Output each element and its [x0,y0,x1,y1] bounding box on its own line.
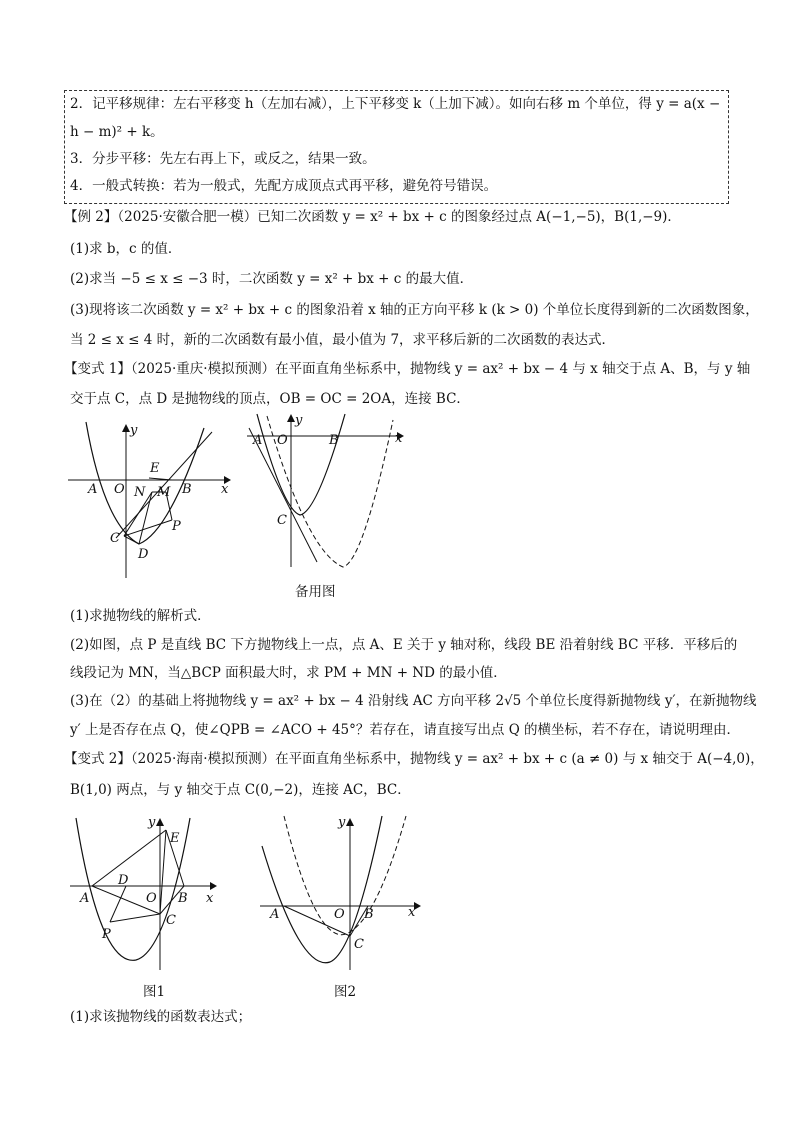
variant-1-heading: 【变式 1】（2025·重庆·模拟预测）在平面直角坐标系中，抛物线 y = ax² + bx − 4 与 x 轴交于点 A、B，与 y 轴 [64,361,751,377]
variant-1-q2-line1: (2)如图，点 P 是直线 BC 下方抛物线上一点，点 A、E 关于 y 轴对称，线段 BE 沿着射线 BC 平移．平移后的 [70,637,738,653]
variant-2-figure-2 [256,812,426,972]
variant-2-heading: 【变式 2】（2025·海南·模拟预测）在平面直角坐标系中，抛物线 y = ax² + bx + c (a ≠ 0) 与 x 轴交于 A(−4,0)， [64,751,764,767]
point-B-label: B [182,482,192,497]
point-E-label: E [170,831,180,846]
y-axis-label: y [130,423,138,438]
variant-1-heading-line2: 交于点 C，点 D 是抛物线的顶点，OB = OC = 2OA，连接 BC． [70,391,470,407]
origin-label: O [277,433,288,448]
point-A-label: A [270,907,280,922]
point-A-label: A [253,433,263,448]
y-axis-label: y [295,413,303,428]
x-axis-label: x [206,891,214,906]
tip-4: 4．一般式转换：若为一般式，先配方成顶点式再平移，避免符号错误。 [70,178,498,194]
figure-1-caption: 图1 [143,984,166,1000]
point-B-label: B [364,907,374,922]
origin-label: O [334,907,345,922]
y-axis-label: y [338,815,346,830]
tip-3: 3．分步平移：先左右再上下，或反之，结果一致。 [70,151,376,167]
x-axis-label: x [395,431,403,446]
variant-2-heading-line2: B(1,0) 两点，与 y 轴交于点 C(0,−2)，连接 AC，BC． [70,782,411,798]
point-C-label: C [166,913,176,928]
origin-label: O [146,891,157,906]
point-C-label: C [110,531,120,546]
point-N-label: N [134,485,146,500]
variant-1-q2-line2: 线段记为 MN，当△BCP 面积最大时，求 PM + MN + ND 的最小值． [70,665,507,681]
variant-1-q3-line1: (3)在（2）的基础上将抛物线 y = ax² + bx − 4 沿射线 AC 方向平移 2√5 个单位长度得新抛物线 y′，在新抛物线 [70,693,757,709]
figure-caption-spare: 备用图 [295,584,336,600]
example-2-q3-line2: 当 2 ≤ x ≤ 4 时，新的二次函数有最小值，最小值为 7，求平移后新的二次函数的表达式． [70,332,616,348]
example-2-heading: 【例 2】（2025·安徽合肥一模）已知二次函数 y = x² + bx + c 的图象经过点 A(−1,−5)，B(1,−9)． [64,209,681,225]
figure-2-caption: 图2 [334,984,357,1000]
variant-1-q1: (1)求抛物线的解析式． [70,608,211,624]
example-2-q3-line1: (3)现将该二次函数 y = x² + bx + c 的图象沿着 x 轴的正方向平移 k (k > 0) 个单位长度得到新的二次函数图象， [70,302,759,318]
point-M-label: M [157,485,171,500]
tip-2-line2: h − m)² + k。 [70,124,164,140]
example-2-q2: (2)求当 −5 ≤ x ≤ −3 时，二次函数 y = x² + bx + c 的最大值． [70,271,474,287]
point-A-label: A [80,891,90,906]
point-D-label: D [118,873,129,888]
variant-1-q3-line2: y′ 上是否存在点 Q，使∠QPB = ∠ACO + 45°？若存在，请直接写出点 Q 的横坐标，若不存在，请说明理由． [70,722,741,738]
point-P-label: P [102,927,111,942]
x-axis-label: x [221,482,229,497]
tip-2-line1: 2．记平移规律：左右平移变 h（左加右减），上下平移变 k（上加下减）。如向右移 m 个单位，得 y = a(x − [70,96,721,112]
point-A-label: A [88,482,98,497]
point-B-label: B [178,891,188,906]
y-axis-label: y [148,815,156,830]
variant-2-q1: (1)求该抛物线的函数表达式； [70,1009,252,1025]
origin-label: O [114,482,125,497]
variant-1-figure-main [64,420,234,580]
point-P-label: P [172,519,181,534]
point-C-label: C [277,513,287,528]
point-D-label: D [138,547,149,562]
point-E-label: E [150,461,160,476]
variant-1-figure-spare [245,412,415,572]
point-C-label: C [354,937,364,952]
example-2-q1: (1)求 b，c 的值． [70,241,182,257]
variant-2-figure-1 [66,812,226,972]
point-B-label: B [329,433,339,448]
x-axis-label: x [408,905,416,920]
